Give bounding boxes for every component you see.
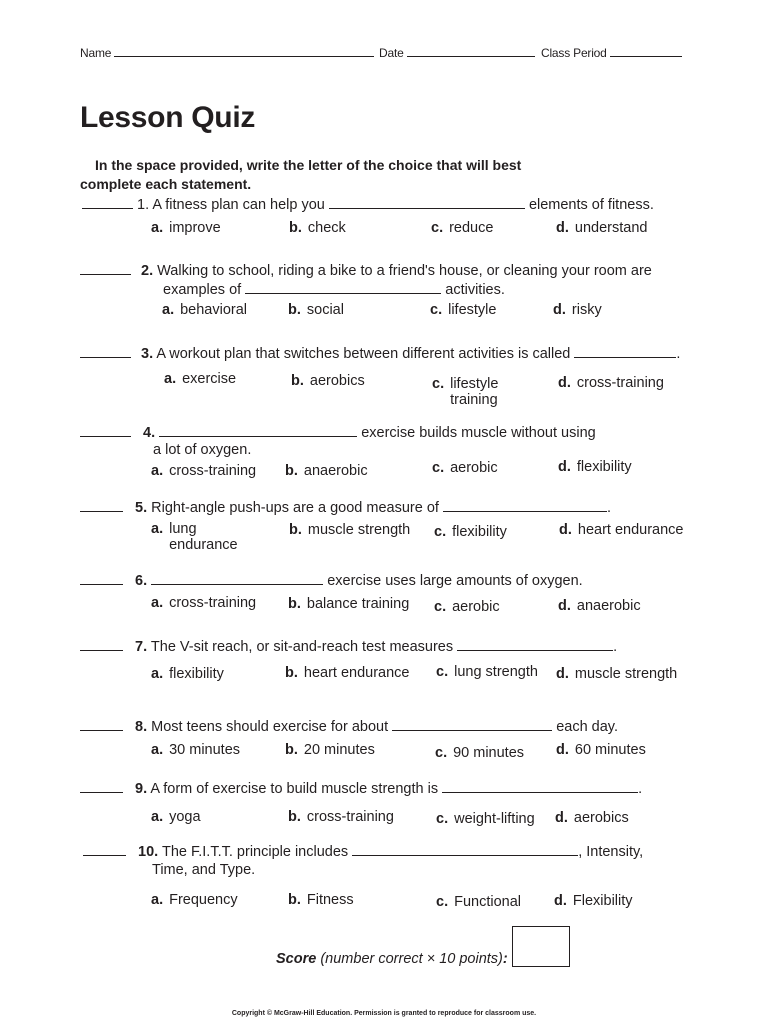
- option-5b[interactable]: b. muscle strength: [289, 522, 411, 538]
- question-text: Walking to school, riding a bike to a friend's house, or cleaning your room are: [157, 263, 652, 279]
- option-6c[interactable]: c. aerobic: [434, 599, 500, 615]
- option-8b[interactable]: b. 20 minutes: [285, 742, 375, 758]
- answer-blank-8[interactable]: [80, 718, 123, 731]
- option-3c[interactable]: c. lifestyle training: [432, 376, 499, 408]
- option-3d[interactable]: d. cross-training: [558, 375, 664, 391]
- option-9d[interactable]: d. aerobics: [555, 810, 629, 826]
- option-9c[interactable]: c. weight-lifting: [436, 811, 535, 827]
- option-9b[interactable]: b. cross-training: [288, 809, 394, 825]
- option-5d[interactable]: d. heart endurance: [559, 522, 684, 538]
- option-4a[interactable]: a. cross-training: [151, 463, 257, 479]
- option-2b[interactable]: b. social: [288, 302, 344, 318]
- question-3: 3. A workout plan that switches between different activities is called .: [80, 345, 680, 362]
- answer-blank-2[interactable]: [80, 262, 131, 275]
- question-number: 2.: [141, 263, 154, 279]
- question-text: exercise builds muscle without using: [361, 425, 596, 441]
- score-box[interactable]: [512, 926, 570, 967]
- question-number: 5.: [135, 500, 148, 516]
- question-2: [80, 262, 652, 279]
- date-label: Date: [379, 46, 404, 60]
- fill-in-blank: [352, 843, 578, 856]
- fill-in-blank: [574, 345, 676, 358]
- option-6a[interactable]: a. cross-training: [151, 595, 257, 611]
- date-blank[interactable]: [407, 45, 535, 57]
- option-7d[interactable]: d. muscle strength: [556, 666, 678, 682]
- option-6d[interactable]: d. anaerobic: [558, 598, 641, 614]
- question-9: 9. A form of exercise to build muscle strength is .: [80, 780, 642, 797]
- name-blank[interactable]: [114, 45, 374, 57]
- question-text: The F.I.T.T. principle includes: [161, 844, 349, 860]
- question-number: 3.: [141, 346, 154, 362]
- instructions-line-2: complete each statement.: [80, 176, 252, 192]
- class-period-label: Class Period: [541, 46, 607, 60]
- fill-in-blank: [443, 499, 607, 512]
- question-text: The V-sit reach, or sit-and-reach test measures: [150, 639, 454, 655]
- option-10a[interactable]: a. Frequency: [151, 892, 238, 908]
- option-7a[interactable]: a. flexibility: [151, 666, 224, 682]
- name-field[interactable]: [80, 45, 374, 60]
- option-8a[interactable]: a. 30 minutes: [151, 742, 241, 758]
- option-8c[interactable]: c. 90 minutes: [435, 745, 525, 761]
- answer-blank-6[interactable]: [80, 572, 123, 585]
- option-2c[interactable]: c. lifestyle: [430, 302, 497, 318]
- question-5: 5. Right-angle push-ups are a good measure of .: [80, 499, 611, 516]
- option-2d[interactable]: d. risky: [553, 302, 602, 318]
- copyright-notice: Copyright © McGraw-Hill Education. Permission is granted to reproduce for classroom use.: [231, 1010, 537, 1017]
- fill-in-blank: [151, 572, 323, 585]
- date-field[interactable]: [379, 45, 535, 60]
- question-4: [80, 424, 596, 441]
- fill-in-blank: [159, 424, 357, 437]
- class-period-field[interactable]: [541, 45, 682, 60]
- question-text: Most teens should exercise for about: [151, 719, 389, 735]
- option-10d[interactable]: d. Flexibility: [554, 893, 633, 909]
- answer-blank-3[interactable]: [80, 345, 131, 358]
- option-10c[interactable]: c. Functional: [436, 894, 521, 910]
- option-6b[interactable]: b. balance training: [288, 596, 410, 612]
- option-5c[interactable]: c. flexibility: [434, 524, 507, 540]
- question-text: A fitness plan can help you: [152, 197, 325, 213]
- instructions-line-1: In the space provided, write the letter of the choice that will best: [95, 157, 522, 173]
- option-9a[interactable]: a. yoga: [151, 809, 201, 825]
- name-label: Name: [80, 46, 112, 60]
- answer-blank-10[interactable]: [83, 843, 126, 856]
- option-2a[interactable]: a. behavioral: [162, 302, 248, 318]
- option-1c[interactable]: c. reduce: [431, 220, 494, 236]
- question-text: A form of exercise to build muscle strength is: [150, 781, 439, 797]
- question-10: 10. The F.I.T.T. principle includes , Intensity,: [83, 843, 643, 860]
- option-7c[interactable]: c. lung strength: [436, 664, 538, 680]
- question-number: 4.: [143, 425, 156, 441]
- class-period-blank[interactable]: [610, 45, 682, 57]
- answer-blank-5[interactable]: [80, 499, 123, 512]
- fill-in-blank: [329, 196, 525, 209]
- question-number: 6.: [135, 573, 148, 589]
- question-2-line-2: examples of activities.: [163, 282, 505, 298]
- question-4-line-2: a lot of oxygen.: [153, 442, 252, 458]
- fill-in-blank: [392, 718, 552, 731]
- fill-in-blank: [245, 281, 441, 294]
- option-4b[interactable]: b. anaerobic: [285, 463, 368, 479]
- score-label: Score: [276, 951, 317, 967]
- question-text: Right-angle push-ups are a good measure of: [151, 500, 439, 516]
- option-4d[interactable]: d. flexibility: [558, 459, 632, 475]
- answer-blank-7[interactable]: [80, 638, 123, 651]
- option-1a[interactable]: a. improve: [151, 220, 221, 236]
- question-8: 8. Most teens should exercise for about each day.: [80, 718, 618, 735]
- question-number: 8.: [135, 719, 148, 735]
- page-title: Lesson Quiz: [80, 101, 256, 134]
- fill-in-blank: [442, 780, 638, 793]
- option-5a[interactable]: a. lung endurance: [151, 521, 238, 553]
- option-7b[interactable]: b. heart endurance: [285, 665, 410, 681]
- option-4c[interactable]: c. aerobic: [432, 460, 498, 476]
- question-text-after: elements of fitness.: [528, 197, 654, 213]
- question-1: [82, 196, 654, 213]
- option-1b[interactable]: b. check: [289, 220, 346, 236]
- option-8d[interactable]: d. 60 minutes: [556, 742, 646, 758]
- option-1d[interactable]: d. understand: [556, 220, 648, 236]
- question-number: 1.: [137, 197, 150, 213]
- answer-blank-9[interactable]: [80, 780, 123, 793]
- question-6: [80, 572, 583, 589]
- question-7: 7. The V-sit reach, or sit-and-reach test measures .: [80, 638, 617, 655]
- score-line: Score (number correct × 10 points):: [276, 951, 508, 967]
- question-text: A workout plan that switches between different activities is called: [156, 346, 571, 362]
- question-10-line-2: Time, and Type.: [152, 862, 256, 878]
- option-3b[interactable]: b. aerobics: [291, 373, 365, 389]
- option-3a[interactable]: a. exercise: [164, 371, 237, 387]
- fill-in-blank: [457, 638, 613, 651]
- option-10b[interactable]: b. Fitness: [288, 892, 354, 908]
- answer-blank-1[interactable]: [82, 196, 133, 209]
- question-number: 7.: [135, 639, 148, 655]
- score-formula: (number correct × 10 points): [320, 951, 503, 967]
- question-number: 10.: [138, 844, 159, 860]
- question-number: 9.: [135, 781, 148, 797]
- question-text: exercise uses large amounts of oxygen.: [327, 573, 583, 589]
- answer-blank-4[interactable]: [80, 424, 131, 437]
